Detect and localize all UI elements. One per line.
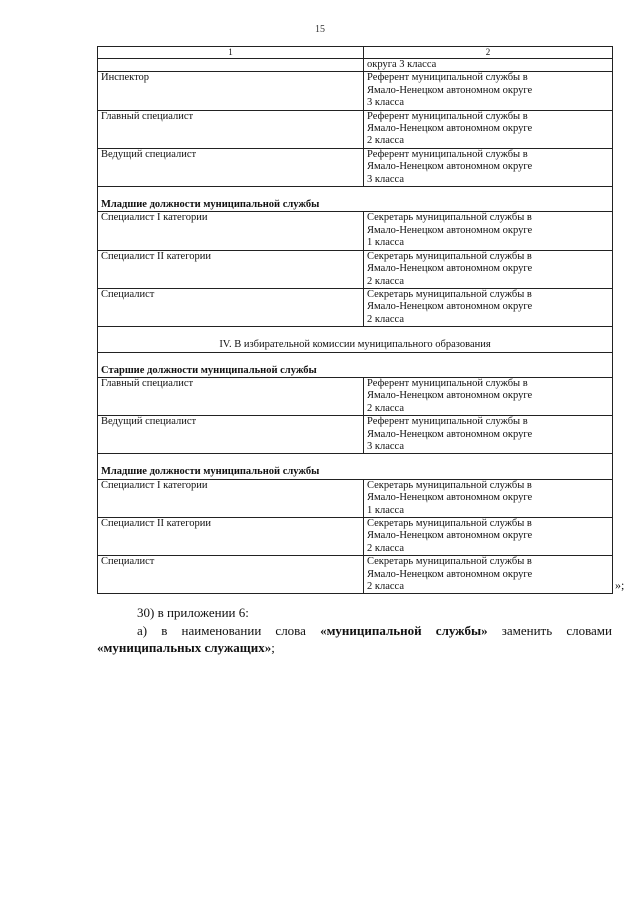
rank-line: Ямало-Ненецком автономном округе — [367, 263, 533, 275]
table-row — [98, 212, 613, 250]
position-cell: Специалист I категории — [98, 212, 364, 250]
rank-line: Ямало-Ненецком автономном округе — [367, 224, 533, 236]
page-number: 15 — [315, 24, 325, 35]
rank-line: Ямало-Ненецком автономном округе — [367, 530, 533, 542]
table-row — [98, 556, 613, 594]
position-cell: Главный специалист — [98, 110, 364, 148]
rank-line: Референт муниципальной службы в — [367, 72, 528, 84]
rank-line: 2 класса — [367, 542, 404, 554]
rank-cell — [364, 250, 613, 288]
rank-line: 3 класса — [367, 440, 404, 452]
table-row — [98, 479, 613, 517]
position-cell: Инспектор — [98, 72, 364, 110]
rank-line: 3 класса — [367, 173, 404, 185]
rank-cell — [364, 377, 613, 415]
rank-cell — [364, 556, 613, 594]
table-header-row — [98, 47, 613, 59]
rank-line: Референт муниципальной службы в — [367, 377, 528, 389]
table-row — [98, 416, 613, 454]
rank-line: Ямало-Ненецком автономном округе — [367, 390, 533, 402]
table-row — [98, 72, 613, 110]
rank-line: Ямало-Ненецком автономном округе — [367, 161, 533, 173]
group-heading-row — [98, 454, 613, 479]
rank-line: Секретарь муниципальной службы в — [367, 250, 532, 262]
header-cell: 1 — [98, 47, 364, 59]
rank-line: Ямало-Ненецком автономном округе — [367, 568, 533, 580]
rank-line: Ямало-Ненецком автономном округе — [367, 301, 533, 313]
group-heading — [98, 454, 613, 479]
position-cell: Специалист I категории — [98, 479, 364, 517]
rank-line: 2 класса — [367, 275, 404, 287]
table-row — [98, 288, 613, 326]
rank-line: Ямало-Ненецком автономном округе — [367, 123, 533, 135]
table-row — [98, 518, 613, 556]
rank-line: Секретарь муниципальной службы в — [367, 479, 532, 491]
positions-table — [97, 46, 613, 594]
item-a-middle: заменить словами — [487, 623, 612, 638]
rank-line: 1 класса — [367, 504, 404, 516]
rank-cell: округа 3 класса — [364, 59, 613, 72]
group-heading — [98, 187, 613, 212]
rank-line: 1 класса — [367, 237, 404, 249]
group-heading-row — [98, 187, 613, 212]
position-cell: Специалист — [98, 288, 364, 326]
rank-line: Референт муниципальной службы в — [367, 416, 528, 428]
rank-cell — [364, 72, 613, 110]
rank-line: Секретарь муниципальной службы в — [367, 288, 532, 300]
item-a-prefix: а) в наименовании слова — [137, 623, 321, 638]
position-cell: Специалист — [98, 556, 364, 594]
rank-cell — [364, 148, 613, 186]
group-heading — [98, 352, 613, 377]
rank-line: Секретарь муниципальной службы в — [367, 556, 532, 568]
rank-cell — [364, 212, 613, 250]
rank-line: Секретарь муниципальной службы в — [367, 518, 532, 529]
rank-cell — [364, 518, 613, 556]
rank-line: Ямало-Ненецком автономном округе — [367, 492, 533, 504]
table-row — [98, 377, 613, 415]
rank-line: Ямало-Ненецком автономном округе — [367, 428, 533, 440]
item-a-new-words: «муниципальных служащих» — [97, 640, 272, 655]
rank-cell — [364, 110, 613, 148]
table-row — [98, 250, 613, 288]
section-heading — [98, 327, 613, 352]
group-heading-row — [98, 352, 613, 377]
position-cell: Главный специалист — [98, 377, 364, 415]
rank-line: Референт муниципальной службы в — [367, 148, 528, 160]
rank-cell — [364, 288, 613, 326]
rank-line: Секретарь муниципальной службы в — [367, 212, 532, 224]
position-cell: Специалист II категории — [98, 250, 364, 288]
rank-line: Референт муниципальной службы в — [367, 110, 528, 122]
group-heading-text: Младшие должности муниципальной службы — [101, 466, 320, 478]
rank-cell — [364, 416, 613, 454]
group-heading-text: Старшие должности муниципальной службы — [101, 364, 317, 376]
group-heading-text: Младшие должности муниципальной службы — [101, 199, 320, 211]
position-cell: Ведущий специалист — [98, 416, 364, 454]
rank-line: 2 класса — [367, 313, 404, 325]
position-cell: Ведущий специалист — [98, 148, 364, 186]
amendment-item-a — [97, 622, 612, 656]
item-a-old-words: «муниципальной службы» — [320, 623, 488, 638]
section-heading-row — [98, 327, 613, 352]
closing-quote: »; — [615, 578, 625, 592]
section-heading-text: IV. В избирательной комиссии муниципального образования — [219, 339, 491, 351]
rank-line: 3 класса — [367, 97, 404, 109]
table-row — [98, 148, 613, 186]
amendment-item-30: 30) в приложении 6: — [137, 605, 249, 620]
rank-cell — [364, 479, 613, 517]
item-a-suffix: ; — [271, 640, 275, 655]
header-cell: 2 — [364, 47, 613, 59]
rank-line: Ямало-Ненецком автономном округе — [367, 84, 533, 96]
table-row — [98, 110, 613, 148]
rank-line: 2 класса — [367, 402, 404, 414]
position-cell — [98, 59, 364, 72]
rank-line: 2 класса — [367, 581, 404, 593]
rank-line: 2 класса — [367, 135, 404, 147]
table-row — [98, 59, 613, 72]
position-cell: Специалист II категории — [98, 518, 364, 556]
